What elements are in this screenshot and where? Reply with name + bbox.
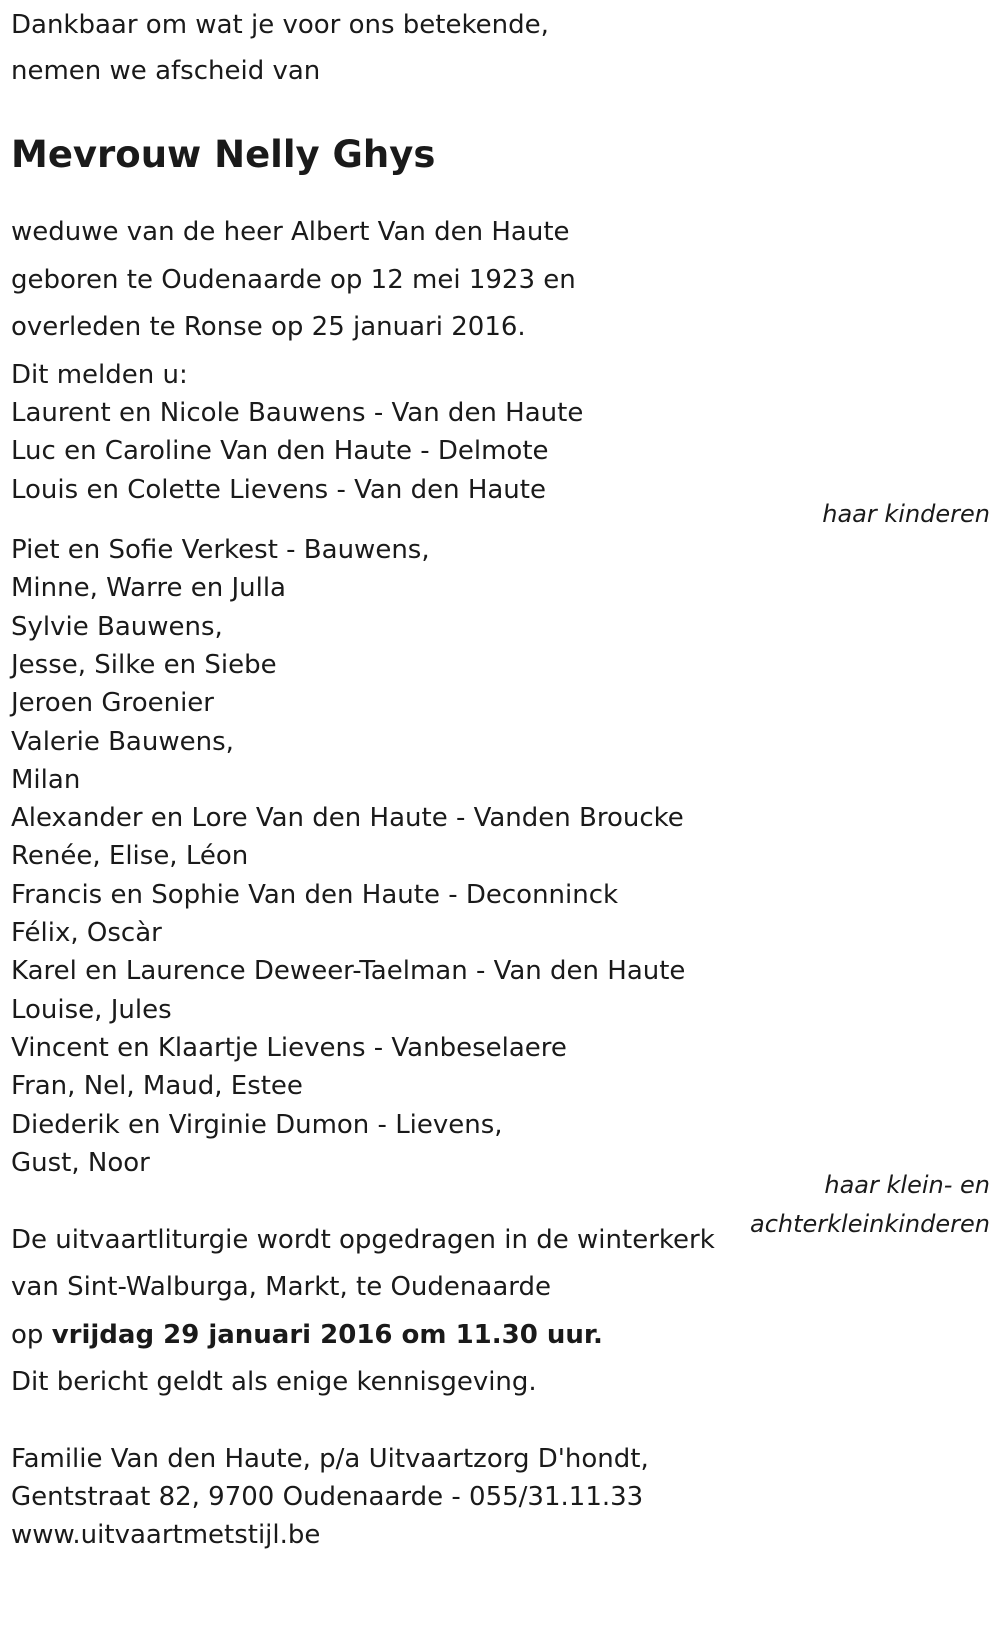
- grandchild-line: Fran, Nel, Maud, Estee: [11, 1071, 303, 1101]
- grandchild-line: Renée, Elise, Léon: [11, 841, 249, 871]
- contact-line-1: Familie Van den Haute, p/a Uitvaartzorg D'hondt,: [11, 1444, 649, 1474]
- grandchild-line: Francis en Sophie Van den Haute - Deconninck: [11, 880, 619, 910]
- grandchild-line: Gust, Noor: [11, 1148, 150, 1178]
- grandchild-line: Sylvie Bauwens,: [11, 612, 223, 642]
- grandchild-line: Milan: [11, 765, 81, 795]
- grandchild-line: Vincent en Klaartje Lievens - Vanbeselaere: [11, 1033, 567, 1063]
- funeral-line-2: van Sint-Walburga, Markt, te Oudenaarde: [11, 1272, 551, 1302]
- grandchildren-role-line-1: haar klein- en: [824, 1171, 990, 1199]
- announcers-intro: Dit melden u:: [11, 360, 188, 390]
- grandchild-line: Jesse, Silke en Siebe: [11, 650, 277, 680]
- widow-line: weduwe van de heer Albert Van den Haute: [11, 217, 570, 247]
- grandchild-line: Minne, Warre en Julla: [11, 573, 286, 603]
- funeral-line-1: De uitvaartliturgie wordt opgedragen in de winterkerk: [11, 1225, 715, 1255]
- deceased-name: Mevrouw Nelly Ghys: [11, 133, 436, 176]
- grandchild-line: Louise, Jules: [11, 995, 172, 1025]
- child-line: Louis en Colette Lievens - Van den Haute: [11, 475, 546, 505]
- children-role: haar kinderen: [822, 500, 990, 528]
- funeral-datetime-line: [11, 1319, 603, 1351]
- funeral-prefix: op: [11, 1320, 44, 1350]
- child-line: Laurent en Nicole Bauwens - Van den Haute: [11, 398, 584, 428]
- grandchild-line: Alexander en Lore Van den Haute - Vanden Broucke: [11, 803, 684, 833]
- grandchild-line: Diederik en Virginie Dumon - Lievens,: [11, 1110, 503, 1140]
- notice-line: Dit bericht geldt als enige kennisgeving.: [11, 1367, 537, 1397]
- grandchildren-role-line-2: achterkleinkinderen: [750, 1210, 990, 1238]
- grandchild-line: Karel en Laurence Deweer-Taelman - Van den Haute: [11, 956, 686, 986]
- grandchild-line: Valerie Bauwens,: [11, 727, 234, 757]
- grandchild-line: Félix, Oscàr: [11, 918, 162, 948]
- child-line: Luc en Caroline Van den Haute - Delmote: [11, 436, 549, 466]
- intro-line-1: Dankbaar om wat je voor ons betekende,: [11, 10, 549, 40]
- funeral-datetime: vrijdag 29 januari 2016 om 11.30 uur.: [51, 1320, 603, 1350]
- grandchild-line: Piet en Sofie Verkest - Bauwens,: [11, 535, 430, 565]
- contact-website: www.uitvaartmetstijl.be: [11, 1520, 321, 1550]
- died-line: overleden te Ronse op 25 januari 2016.: [11, 312, 526, 342]
- born-line: geboren te Oudenaarde op 12 mei 1923 en: [11, 265, 576, 295]
- intro-line-2: nemen we afscheid van: [11, 56, 321, 86]
- contact-line-2: Gentstraat 82, 9700 Oudenaarde - 055/31.11.33: [11, 1482, 644, 1512]
- grandchild-line: Jeroen Groenier: [11, 688, 214, 718]
